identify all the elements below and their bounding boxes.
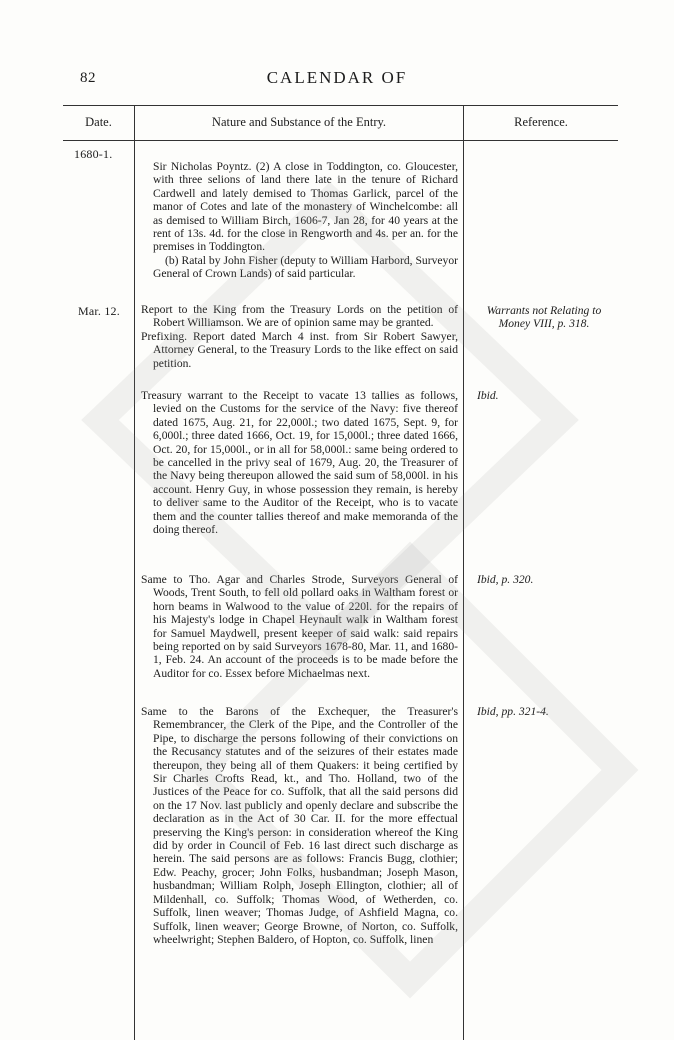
table-divider-left <box>134 105 135 1040</box>
column-header-nature: Nature and Substance of the Entry. <box>211 115 387 129</box>
entry-text <box>141 573 458 680</box>
column-header-reference: Reference. <box>514 115 568 129</box>
entry-paragraph: Treasury warrant to the Receipt to vacate 13 tallies as follows, levied on the Customs for the service of the Navy: five thereof dated 1675, Aug. 21, for 22,000l.; two dated 1675, Sept. 9, for 6,000l.; three dated 1666, Oct. 19, for 15,000l.; three dated 1666, Oct. 20, for 15,000l., or in all for 58,000l.: same being ordered to be cancelled in the privy seal of 1679, Aug. 20, the Treasurer of the Navy being thereupon allowed the said sum of 58,000l. in his account. Henry Guy, in whose possession they remain, is hereby to deliver same to the Auditor of the Receipt, who is to vacate them and the counter tallies thereof and make memoranda of the doing thereof. <box>141 389 458 537</box>
entry-text <box>141 705 458 946</box>
entry-reference <box>471 389 623 402</box>
column-header-date: Date. <box>85 115 112 129</box>
entry-paragraph: Prefixing. Report dated March 4 inst. from Sir Robert Sawyer, Attorney General, to the Treasury Lords to the like effect on said petition. <box>141 329 458 370</box>
entry-reference <box>471 573 623 586</box>
entry-paragraph: Sir Nicholas Poyntz. (2) A close in Toddington, co. Gloucester, with three selions of land there late in the tenure of Richard Cardwell and lately demised to Thomas Garlick, parcel of the manor of Cotes and late of the monastery of Winchelcombe: all as demised to William Birch, 1606-7, Jan 28, for 40 years at the rent of 13s. 4d. for the close in Rengworth and 4s. per an. for the premises in Toddington. <box>153 160 458 254</box>
entry-date: Mar. 12. <box>78 304 120 318</box>
table-divider-right <box>463 105 464 1040</box>
page-number: 82 <box>80 70 96 86</box>
table-header-rule <box>63 140 618 141</box>
entry-paragraph: Report to the King from the Treasury Lords on the petition of Robert Williamson. We are of opinion same may be granted. <box>141 303 458 330</box>
entry-paragraph: (b) Ratal by John Fisher (deputy to William Harbord, Surveyor General of Crown Lands) of said particular. <box>153 253 458 281</box>
reference-text: Ibid, pp. 321-4. <box>477 705 549 718</box>
table-top-rule <box>63 105 618 106</box>
entry-text <box>141 160 458 281</box>
reference-text: Warrants not Relating to Money VIII, p. 318. <box>486 304 602 331</box>
reference-text: Ibid, p. 320. <box>477 573 534 586</box>
entry-paragraph: Same to Tho. Agar and Charles Strode, Surveyors General of Woods, Trent South, to fell old pollard oaks in Waltham forest or horn beams in Walwood to the value of 220l. for the repairs of his Majesty's lodge in Chapel Heynault walk in Waltham forest for Samuel Maydwell, present keeper of said walk: said repairs being reported on by said Surveyors 1678-80, Mar. 11, and 1680-1, Feb. 24. An account of the proceeds is to be made before the Auditor for co. Essex before Michaelmas next. <box>141 573 458 680</box>
reference-text: Ibid. <box>477 389 499 402</box>
entry-reference <box>471 304 617 331</box>
running-title: CALENDAR OF <box>266 68 408 87</box>
entry-text <box>141 389 458 536</box>
entry-date: 1680-1. <box>74 147 113 161</box>
entry-paragraph: Same to the Barons of the Exchequer, the Treasurer's Remembrancer, the Clerk of the Pipe, and the Controller of the Pipe, to discharge the persons following of their convictions on the Recusancy statutes and of the seizures of their estates made thereupon, they being all of them Quakers: it being certified by Sir Charles Crofts Read, kt., and Tho. Holland, two of the Justices of the Peace for co. Suffolk, that all the said persons did on the 17 Nov. last publicly and openly declare and subscribe the declaration as in the Act of 30 Car. II. for the more effectual preserving the King's person: in consideration whereof the King did by order in Council of Feb. 16 last direct such discharge as herein. The said persons are as follows: Francis Bugg, clothier; Edw. Peachy, grocer; John Folks, husbandman; Joseph Mason, husbandman; William Rolph, Joseph Ellington, clothier; all of Mildenhall, co. Suffolk; Thomas Wood, of Wetherden, co. Suffolk, linen weaver; Thomas Judge, of Ashfield Magna, co. Suffolk, linen weaver; George Browne, of Norton, co. Suffolk, wheelwright; Stephen Baldero, of Hopton, co. Suffolk, linen <box>141 705 458 946</box>
entry-text <box>141 303 458 370</box>
entry-reference <box>471 705 623 718</box>
